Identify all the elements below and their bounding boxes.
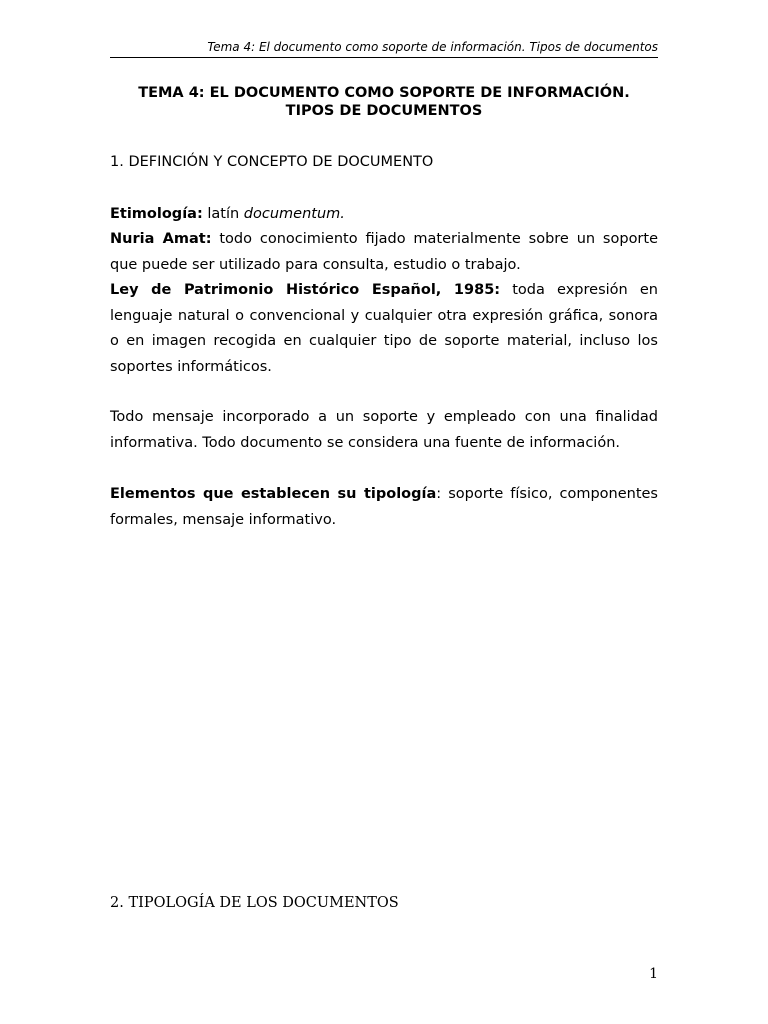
- document-title: [110, 84, 658, 120]
- nuria-amat-label: Nuria Amat:: [110, 231, 212, 247]
- ley-patrimonio-text: toda expresión en lenguaje natural o convencional y cualquier otra expresión gráfica, sonora o en imagen recogida en cualquier tipo de soporte material, incluso los soportes informáticos.: [110, 282, 658, 376]
- mensaje-paragraph: Todo mensaje incorporado a un soporte y empleado con una finalidad informativa. Todo documento se considera una fuente de información.: [110, 409, 658, 451]
- running-header: [110, 40, 658, 58]
- nuria-amat-paragraph: [110, 227, 658, 278]
- etimologia-paragraph: [110, 202, 658, 228]
- document-title-line-1: TEMA 4: EL DOCUMENTO COMO SOPORTE DE INFORMACIÓN.: [138, 85, 630, 101]
- elementos-label: Elementos que establecen su tipología: [110, 486, 437, 502]
- document-title-line-2: TIPOS DE DOCUMENTOS: [285, 103, 483, 119]
- page-number: 1: [649, 966, 658, 982]
- nuria-amat-text: todo conocimiento fijado materialmente sobre un soporte que puede ser utilizado para consulta, estudio o trabajo.: [110, 231, 659, 273]
- elementos-paragraph: [110, 482, 658, 533]
- etimologia-label: Etimología:: [110, 206, 203, 222]
- ley-patrimonio-label: Ley de Patrimonio Histórico Español, 1985:: [110, 282, 501, 298]
- elementos-text: : soporte físico, componentes formales, mensaje informativo.: [110, 486, 658, 528]
- section-2-heading: 2. TIPOLOGÍA DE LOS DOCUMENTOS: [110, 895, 399, 911]
- section-1-heading: 1. DEFINCIÓN Y CONCEPTO DE DOCUMENTO: [110, 154, 434, 170]
- etimologia-text: latín: [202, 206, 244, 222]
- running-header-text: Tema 4: El documento como soporte de información. Tipos de documentos: [207, 40, 658, 54]
- ley-patrimonio-paragraph: [110, 278, 658, 381]
- etimologia-term: documentum.: [243, 206, 345, 222]
